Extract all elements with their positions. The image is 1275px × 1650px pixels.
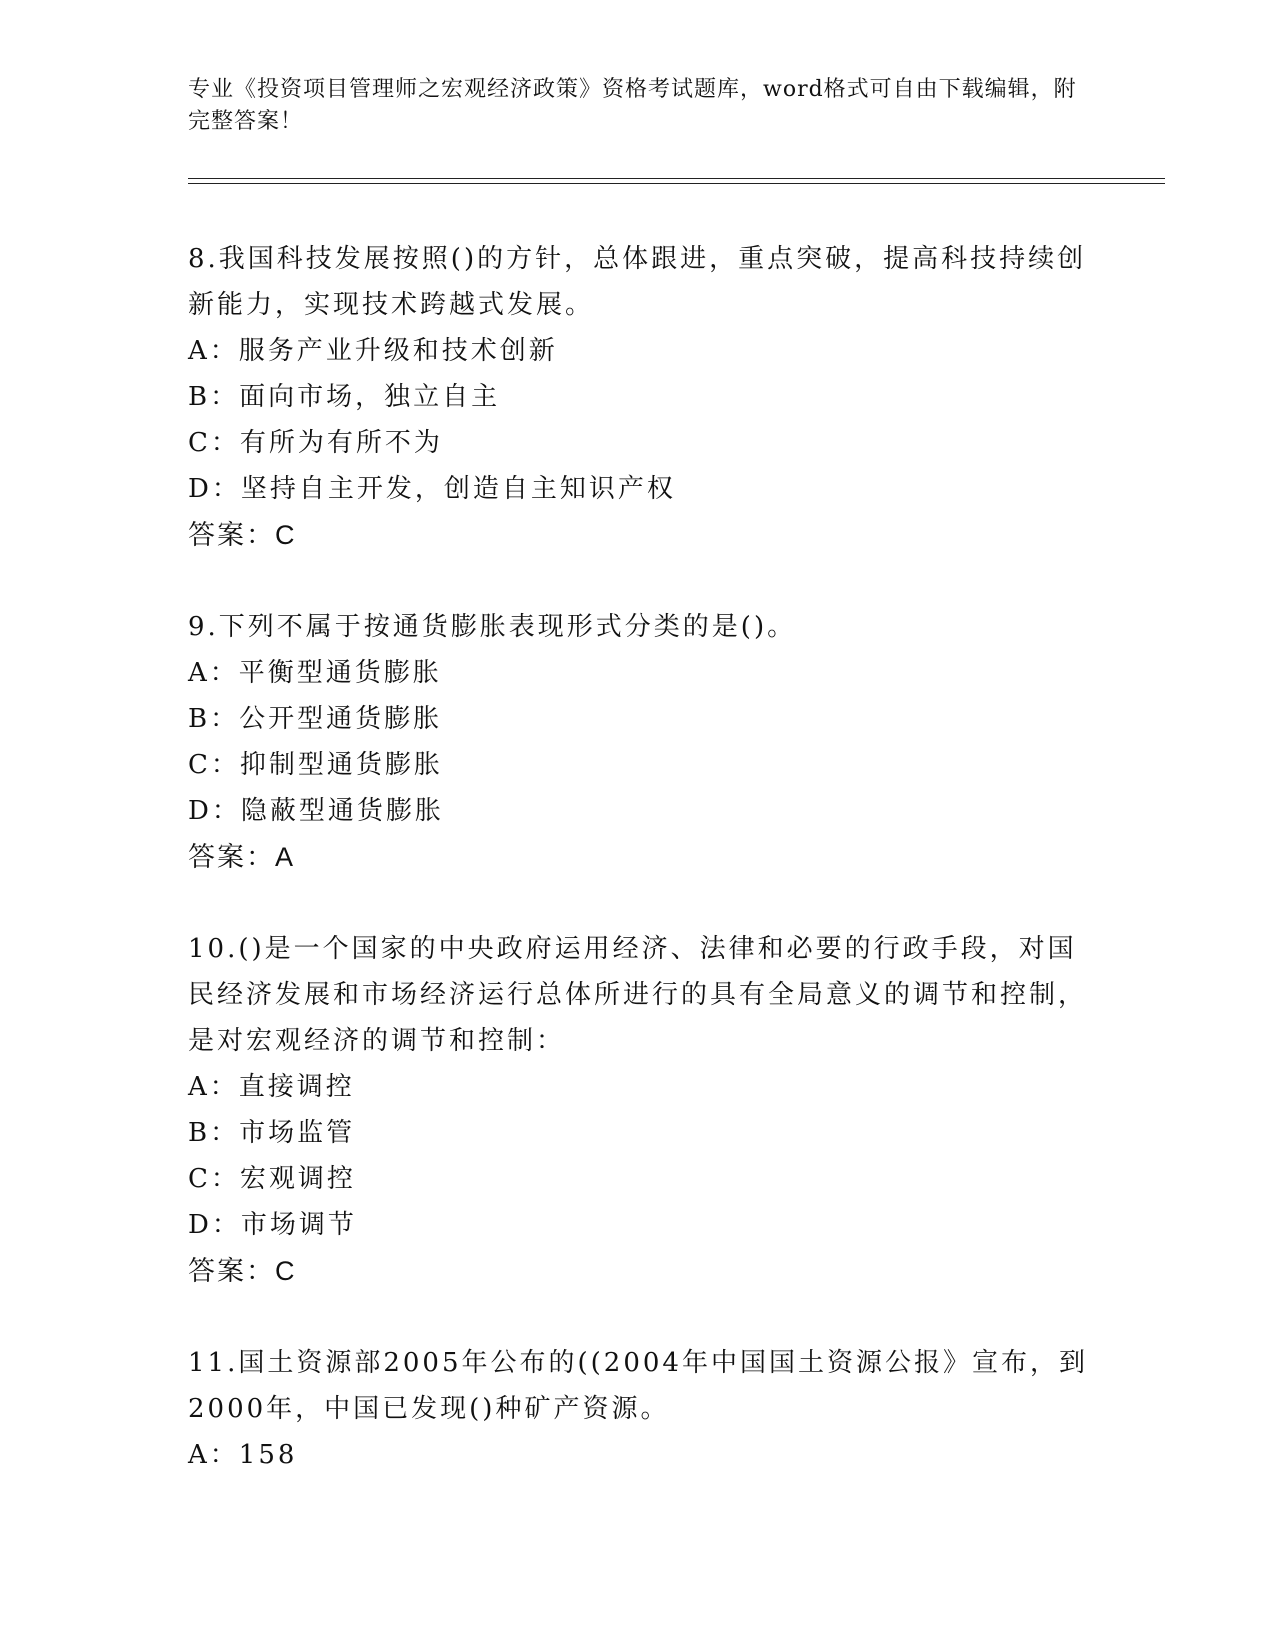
option-c: C：有所为有所不为 bbox=[188, 428, 443, 458]
question-8 bbox=[188, 236, 1088, 558]
option-a: A：平衡型通货膨胀 bbox=[188, 658, 442, 688]
option-d: D：隐蔽型通货膨胀 bbox=[188, 796, 444, 826]
question-stem: 10.()是一个国家的中央政府运用经济、法律和必要的行政手段，对国民经济发展和市场经济运行总体所进行的具有全局意义的调节和控制，是对宏观经济的调节和控制： bbox=[188, 934, 1088, 1056]
header-divider-bottom bbox=[188, 183, 1165, 184]
option-b: B：市场监管 bbox=[188, 1118, 356, 1148]
option-a: A：服务产业升级和技术创新 bbox=[188, 336, 558, 366]
option-c: C：抑制型通货膨胀 bbox=[188, 750, 443, 780]
option-a: A：直接调控 bbox=[188, 1072, 355, 1102]
option-d: D：坚持自主开发，创造自主知识产权 bbox=[188, 474, 676, 504]
question-10 bbox=[188, 926, 1088, 1294]
question-11 bbox=[188, 1340, 1088, 1478]
question-stem: 11.国土资源部2005年公布的((2004年中国国土资源公报》宣布，到2000年，中国已发现()种矿产资源。 bbox=[188, 1348, 1088, 1424]
option-c: C：宏观调控 bbox=[188, 1164, 356, 1194]
answer-line: 答案：C bbox=[188, 1256, 297, 1286]
question-list bbox=[188, 236, 1088, 1524]
document-header: 专业《投资项目管理师之宏观经济政策》资格考试题库，word格式可自由下载编辑，附完整答案！ bbox=[188, 77, 1077, 134]
option-b: B：面向市场，独立自主 bbox=[188, 382, 501, 412]
answer-line: 答案：C bbox=[188, 520, 297, 550]
answer-line: 答案：A bbox=[188, 842, 296, 872]
header-divider-top bbox=[188, 178, 1165, 179]
option-b: B：公开型通货膨胀 bbox=[188, 704, 443, 734]
option-a: A：158 bbox=[188, 1440, 298, 1470]
option-d: D：市场调节 bbox=[188, 1210, 357, 1240]
question-stem: 8.我国科技发展按照()的方针，总体跟进，重点突破，提高科技持续创新能力，实现技术跨越式发展。 bbox=[188, 244, 1087, 320]
question-9 bbox=[188, 604, 1088, 880]
question-stem: 9.下列不属于按通货膨胀表现形式分类的是()。 bbox=[188, 612, 797, 642]
